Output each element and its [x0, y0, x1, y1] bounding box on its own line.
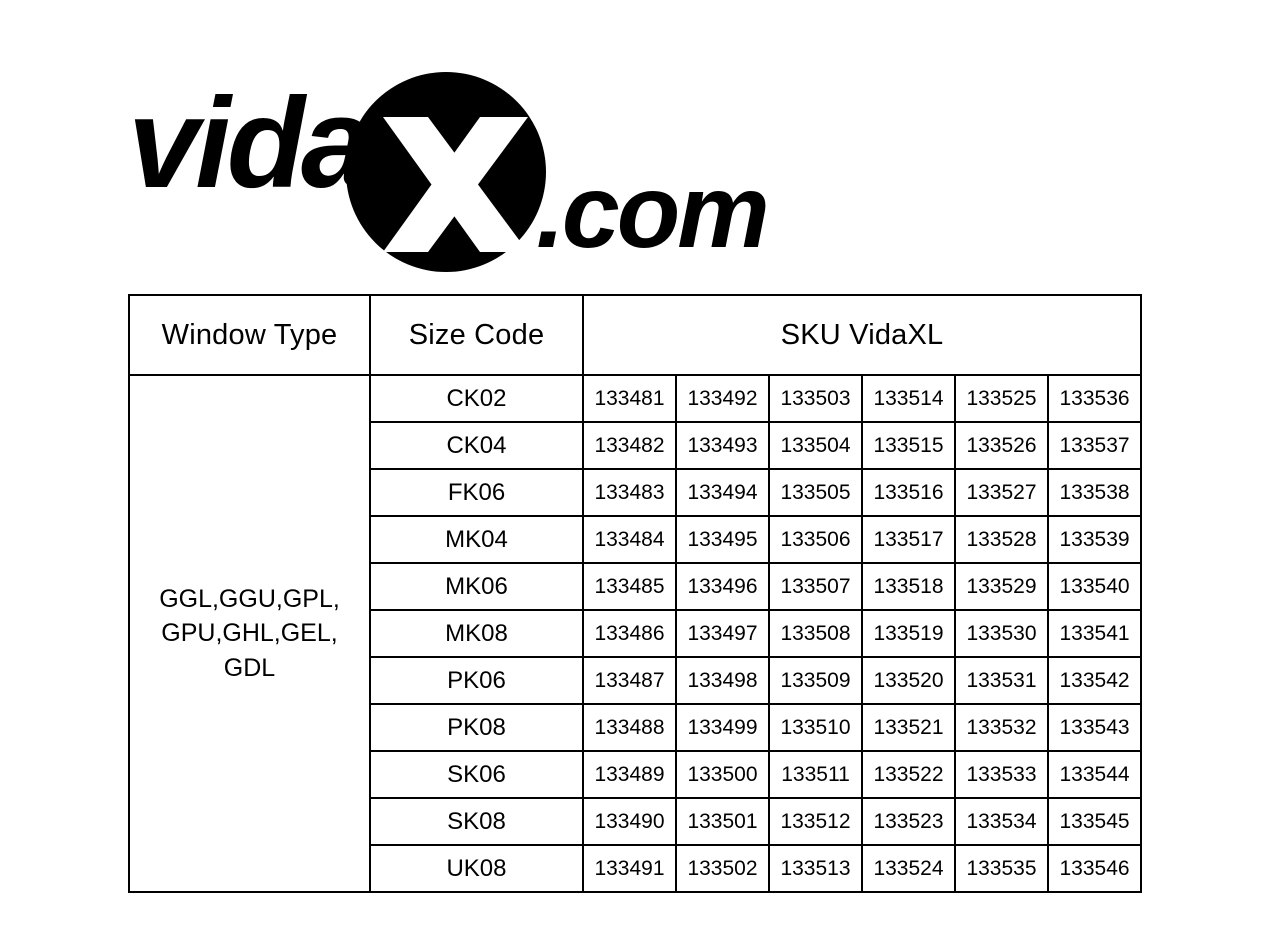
sku-cell: 133487 — [583, 657, 676, 704]
sku-cell: 133526 — [955, 422, 1048, 469]
size-code-cell: PK08 — [370, 704, 583, 751]
sku-cell: 133496 — [676, 563, 769, 610]
sku-cell: 133543 — [1048, 704, 1141, 751]
sku-cell: 133514 — [862, 375, 955, 422]
sku-cell: 133520 — [862, 657, 955, 704]
sku-cell: 133505 — [769, 469, 862, 516]
window-type-value: GGL,GGU,GPL, GPU,GHL,GEL, GDL — [129, 375, 370, 892]
sku-cell: 133528 — [955, 516, 1048, 563]
svg-text:.com: .com — [536, 154, 767, 270]
sku-cell: 133529 — [955, 563, 1048, 610]
sku-cell: 133510 — [769, 704, 862, 751]
sku-cell: 133495 — [676, 516, 769, 563]
sku-cell: 133536 — [1048, 375, 1141, 422]
header-size-code: Size Code — [370, 295, 583, 375]
sku-cell: 133535 — [955, 845, 1048, 892]
sku-cell: 133530 — [955, 610, 1048, 657]
size-code-cell: MK04 — [370, 516, 583, 563]
sku-cell: 133504 — [769, 422, 862, 469]
svg-text:vida: vida — [128, 72, 369, 215]
sku-cell: 133503 — [769, 375, 862, 422]
sku-table — [128, 294, 1142, 893]
size-code-cell: MK08 — [370, 610, 583, 657]
sku-cell: 133516 — [862, 469, 955, 516]
sku-cell: 133498 — [676, 657, 769, 704]
sku-cell: 133540 — [1048, 563, 1141, 610]
sku-cell: 133508 — [769, 610, 862, 657]
table-body — [129, 375, 1141, 892]
sku-cell: 133506 — [769, 516, 862, 563]
sku-cell: 133542 — [1048, 657, 1141, 704]
header-sku-vidaxl: SKU VidaXL — [583, 295, 1141, 375]
sku-cell: 133488 — [583, 704, 676, 751]
sku-cell: 133534 — [955, 798, 1048, 845]
size-code-cell: SK08 — [370, 798, 583, 845]
size-code-cell: FK06 — [370, 469, 583, 516]
sku-cell: 133546 — [1048, 845, 1141, 892]
sku-cell: 133500 — [676, 751, 769, 798]
sku-cell: 133525 — [955, 375, 1048, 422]
sku-cell: 133507 — [769, 563, 862, 610]
sku-cell: 133522 — [862, 751, 955, 798]
header-window-type: Window Type — [129, 295, 370, 375]
table-header-row — [129, 295, 1141, 375]
size-code-cell: CK02 — [370, 375, 583, 422]
table-head — [129, 295, 1141, 375]
sku-cell: 133544 — [1048, 751, 1141, 798]
vidaxl-logo — [128, 62, 818, 272]
sku-cell: 133502 — [676, 845, 769, 892]
sku-cell: 133509 — [769, 657, 862, 704]
sku-cell: 133512 — [769, 798, 862, 845]
sku-cell: 133521 — [862, 704, 955, 751]
sku-cell: 133490 — [583, 798, 676, 845]
sku-cell: 133539 — [1048, 516, 1141, 563]
sku-cell: 133491 — [583, 845, 676, 892]
sku-cell: 133533 — [955, 751, 1048, 798]
sku-cell: 133524 — [862, 845, 955, 892]
sku-cell: 133485 — [583, 563, 676, 610]
size-code-cell: UK08 — [370, 845, 583, 892]
sku-cell: 133523 — [862, 798, 955, 845]
sku-cell: 133482 — [583, 422, 676, 469]
sku-cell: 133501 — [676, 798, 769, 845]
size-code-cell: PK06 — [370, 657, 583, 704]
table-row — [129, 375, 1141, 422]
sku-cell: 133511 — [769, 751, 862, 798]
sku-cell: 133483 — [583, 469, 676, 516]
size-code-cell: CK04 — [370, 422, 583, 469]
sku-cell: 133489 — [583, 751, 676, 798]
sku-cell: 133527 — [955, 469, 1048, 516]
sku-cell: 133481 — [583, 375, 676, 422]
sku-cell: 133499 — [676, 704, 769, 751]
sku-table-container — [128, 294, 1142, 893]
sku-cell: 133493 — [676, 422, 769, 469]
sku-cell: 133519 — [862, 610, 955, 657]
sku-cell: 133484 — [583, 516, 676, 563]
sku-cell: 133537 — [1048, 422, 1141, 469]
sku-cell: 133497 — [676, 610, 769, 657]
vidaxl-logo-graphic — [128, 62, 818, 272]
sku-cell: 133486 — [583, 610, 676, 657]
sku-cell: 133541 — [1048, 610, 1141, 657]
size-code-cell: SK06 — [370, 751, 583, 798]
sku-cell: 133532 — [955, 704, 1048, 751]
sku-cell: 133515 — [862, 422, 955, 469]
sku-cell: 133538 — [1048, 469, 1141, 516]
sku-cell: 133494 — [676, 469, 769, 516]
sku-cell: 133517 — [862, 516, 955, 563]
sku-cell: 133545 — [1048, 798, 1141, 845]
sku-cell: 133531 — [955, 657, 1048, 704]
size-code-cell: MK06 — [370, 563, 583, 610]
sku-cell: 133518 — [862, 563, 955, 610]
sku-cell: 133513 — [769, 845, 862, 892]
sku-cell: 133492 — [676, 375, 769, 422]
